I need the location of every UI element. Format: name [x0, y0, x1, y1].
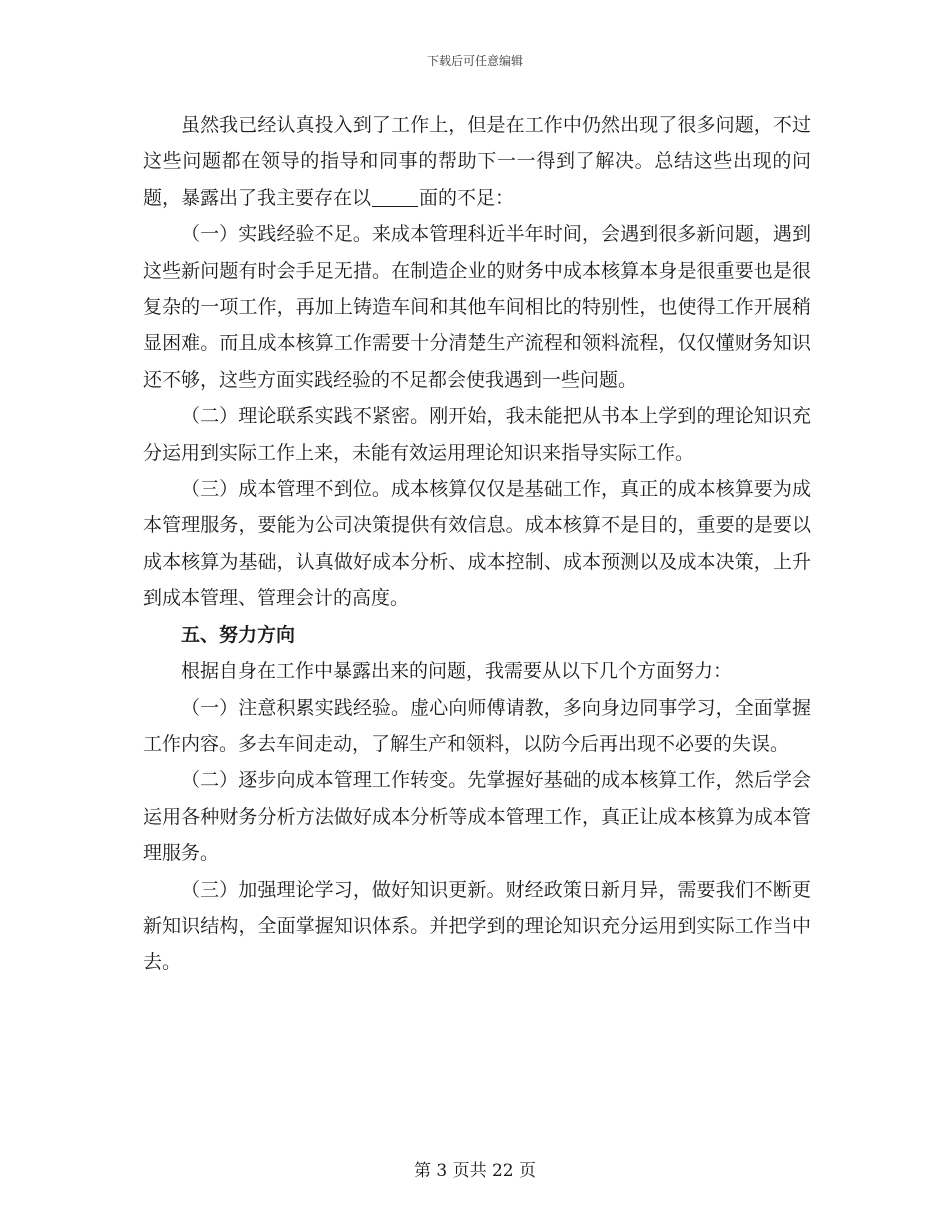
paragraph-theory-study: （三）加强理论学习，做好知识更新。财经政策日新月异，需要我们不断更新知识结构，全面掌握知识体系。并把学到的理论知识充分运用到实际工作当中去。: [143, 878, 811, 974]
page-number: 第 3 页共 22 页: [413, 1161, 537, 1181]
paragraph-theory-practice: （二）理论联系实践不紧密。刚开始，我未能把从书本上学到的理论知识充分运用到实际工作上来，未能有效运用理论知识来指导实际工作。: [143, 405, 811, 464]
paragraph-problems-intro: [143, 107, 811, 216]
paragraph-accumulate-experience: （一）注意积累实践经验。虚心向师傅请教，多向身边同事学习，全面掌握工作内容。多去车间走动，了解生产和领料，以防今后再出现不必要的失误。: [143, 696, 811, 755]
paragraph-effort-intro: 根据自身在工作中暴露出来的问题，我需要从以下几个方面努力：: [181, 660, 733, 683]
document-body: [143, 107, 811, 981]
paragraph-text: 面的不足：: [419, 186, 515, 209]
paragraph-cost-management: （三）成本管理不到位。成本核算仅仅是基础工作，真正的成本核算要为成本管理服务，要能为公司决策提供有效信息。成本核算不是目的，重要的是要以成本核算为基础，认真做好成本分析、成本控制、成本预测以及成本决策，上升到成本管理、管理会计的高度。: [143, 478, 811, 610]
paragraph-practice-experience: （一）实践经验不足。来成本管理科近半年时间，会遇到很多新问题，遇到这些新问题有时会手足无措。在制造企业的财务中成本核算本身是很重要也是很复杂的一项工作，再加上铸造车间和其他车间相比的特别性，也使得工作开展稍显困难。而且成本核算工作需要十分清楚生产流程和领料流程，仅仅懂财务知识还不够，这些方面实践经验的不足都会使我遇到一些问题。: [143, 223, 811, 391]
page-header: 下载后可任意编辑: [426, 54, 523, 68]
paragraph-transition-management: （二）逐步向成本管理工作转变。先掌握好基础的成本核算工作，然后学会运用各种财务分析方法做好成本分析等成本管理工作，真正让成本核算为成本管理服务。: [143, 769, 811, 865]
paragraph-text: 虽然我已经认真投入到了工作上，但是在工作中仍然出现了很多问题，不过这些问题都在领导的指导和同事的帮助下一一得到了解决。总结这些出现的问题，暴露出了我主要存在以: [143, 114, 811, 209]
section-heading: 五、努力方向: [181, 623, 296, 646]
fill-in-blank: [372, 187, 418, 207]
